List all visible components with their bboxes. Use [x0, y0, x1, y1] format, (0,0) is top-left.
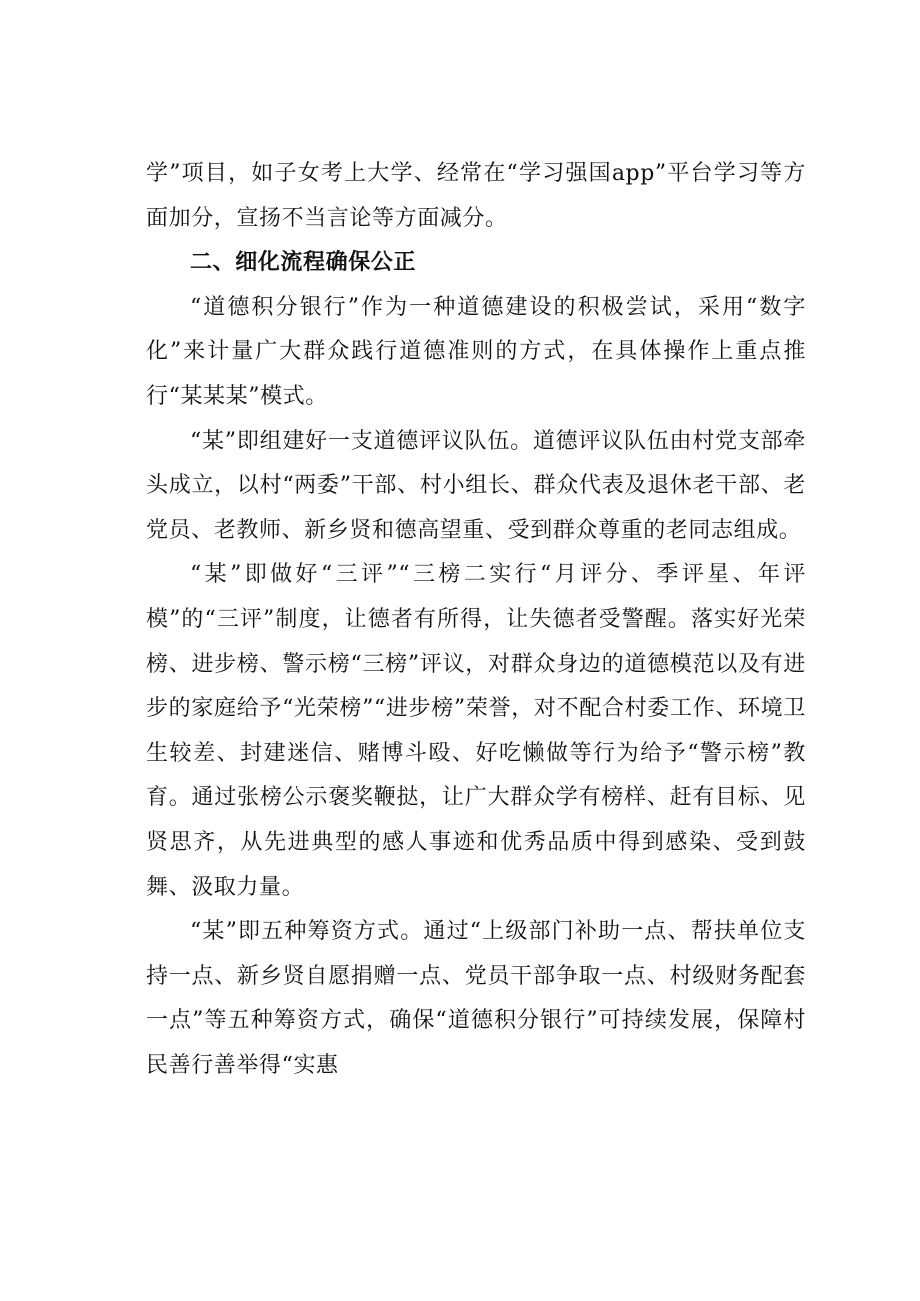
- paragraph-funding: “某”即五种筹资方式。通过“上级部门补助一点、帮扶单位支持一点、新乡贤自愿捐赠一点、党员干部争取一点、村级财务配套一点”等五种筹资方式，确保“道德积分银行”可持续发展，保障村民善行善举得“实惠: [146, 919, 806, 1078]
- paragraph-intro: “道德积分银行”作为一种道德建设的积极尝试，采用“数字化”来计量广大群众践行道德准则的方式，在具体操作上重点推行“某某某”模式。: [146, 294, 806, 409]
- paragraph-team: “某”即组建好一支道德评议队伍。道德评议队伍由村党支部牵头成立，以村“两委”干部、村小组长、群众代表及退休老干部、老党员、老教师、新乡贤和德高望重、受到群众尊重的老同志组成。: [146, 428, 806, 543]
- paragraph-continued: 学”项目，如子女考上大学、经常在“学习强国app”平台学习等方面加分，宣扬不当言论等方面减分。: [146, 161, 806, 231]
- section-heading: 二、细化流程确保公正: [190, 250, 417, 276]
- paragraph-evaluation: “某”即做好“三评”“三榜二实行“月评分、季评星、年评模”的“三评”制度，让德者有所得，让失德者受警醒。落实好光荣榜、进步榜、警示榜“三榜”评议，对群众身边的道德模范以及有进步的家庭给予“光荣榜”“进步榜”荣誉，对不配合村委工作、环境卫生较差、封建迷信、赌博斗殴、好吃懒做等行为给予“警示榜”教育。通过张榜公示褒奖鞭挞，让广大群众学有榜样、赶有目标、见贤思齐，从先进典型的感人事迹和优秀品质中得到感染、受到鼓舞、汲取力量。: [146, 562, 806, 900]
- document-body: [146, 152, 806, 1088]
